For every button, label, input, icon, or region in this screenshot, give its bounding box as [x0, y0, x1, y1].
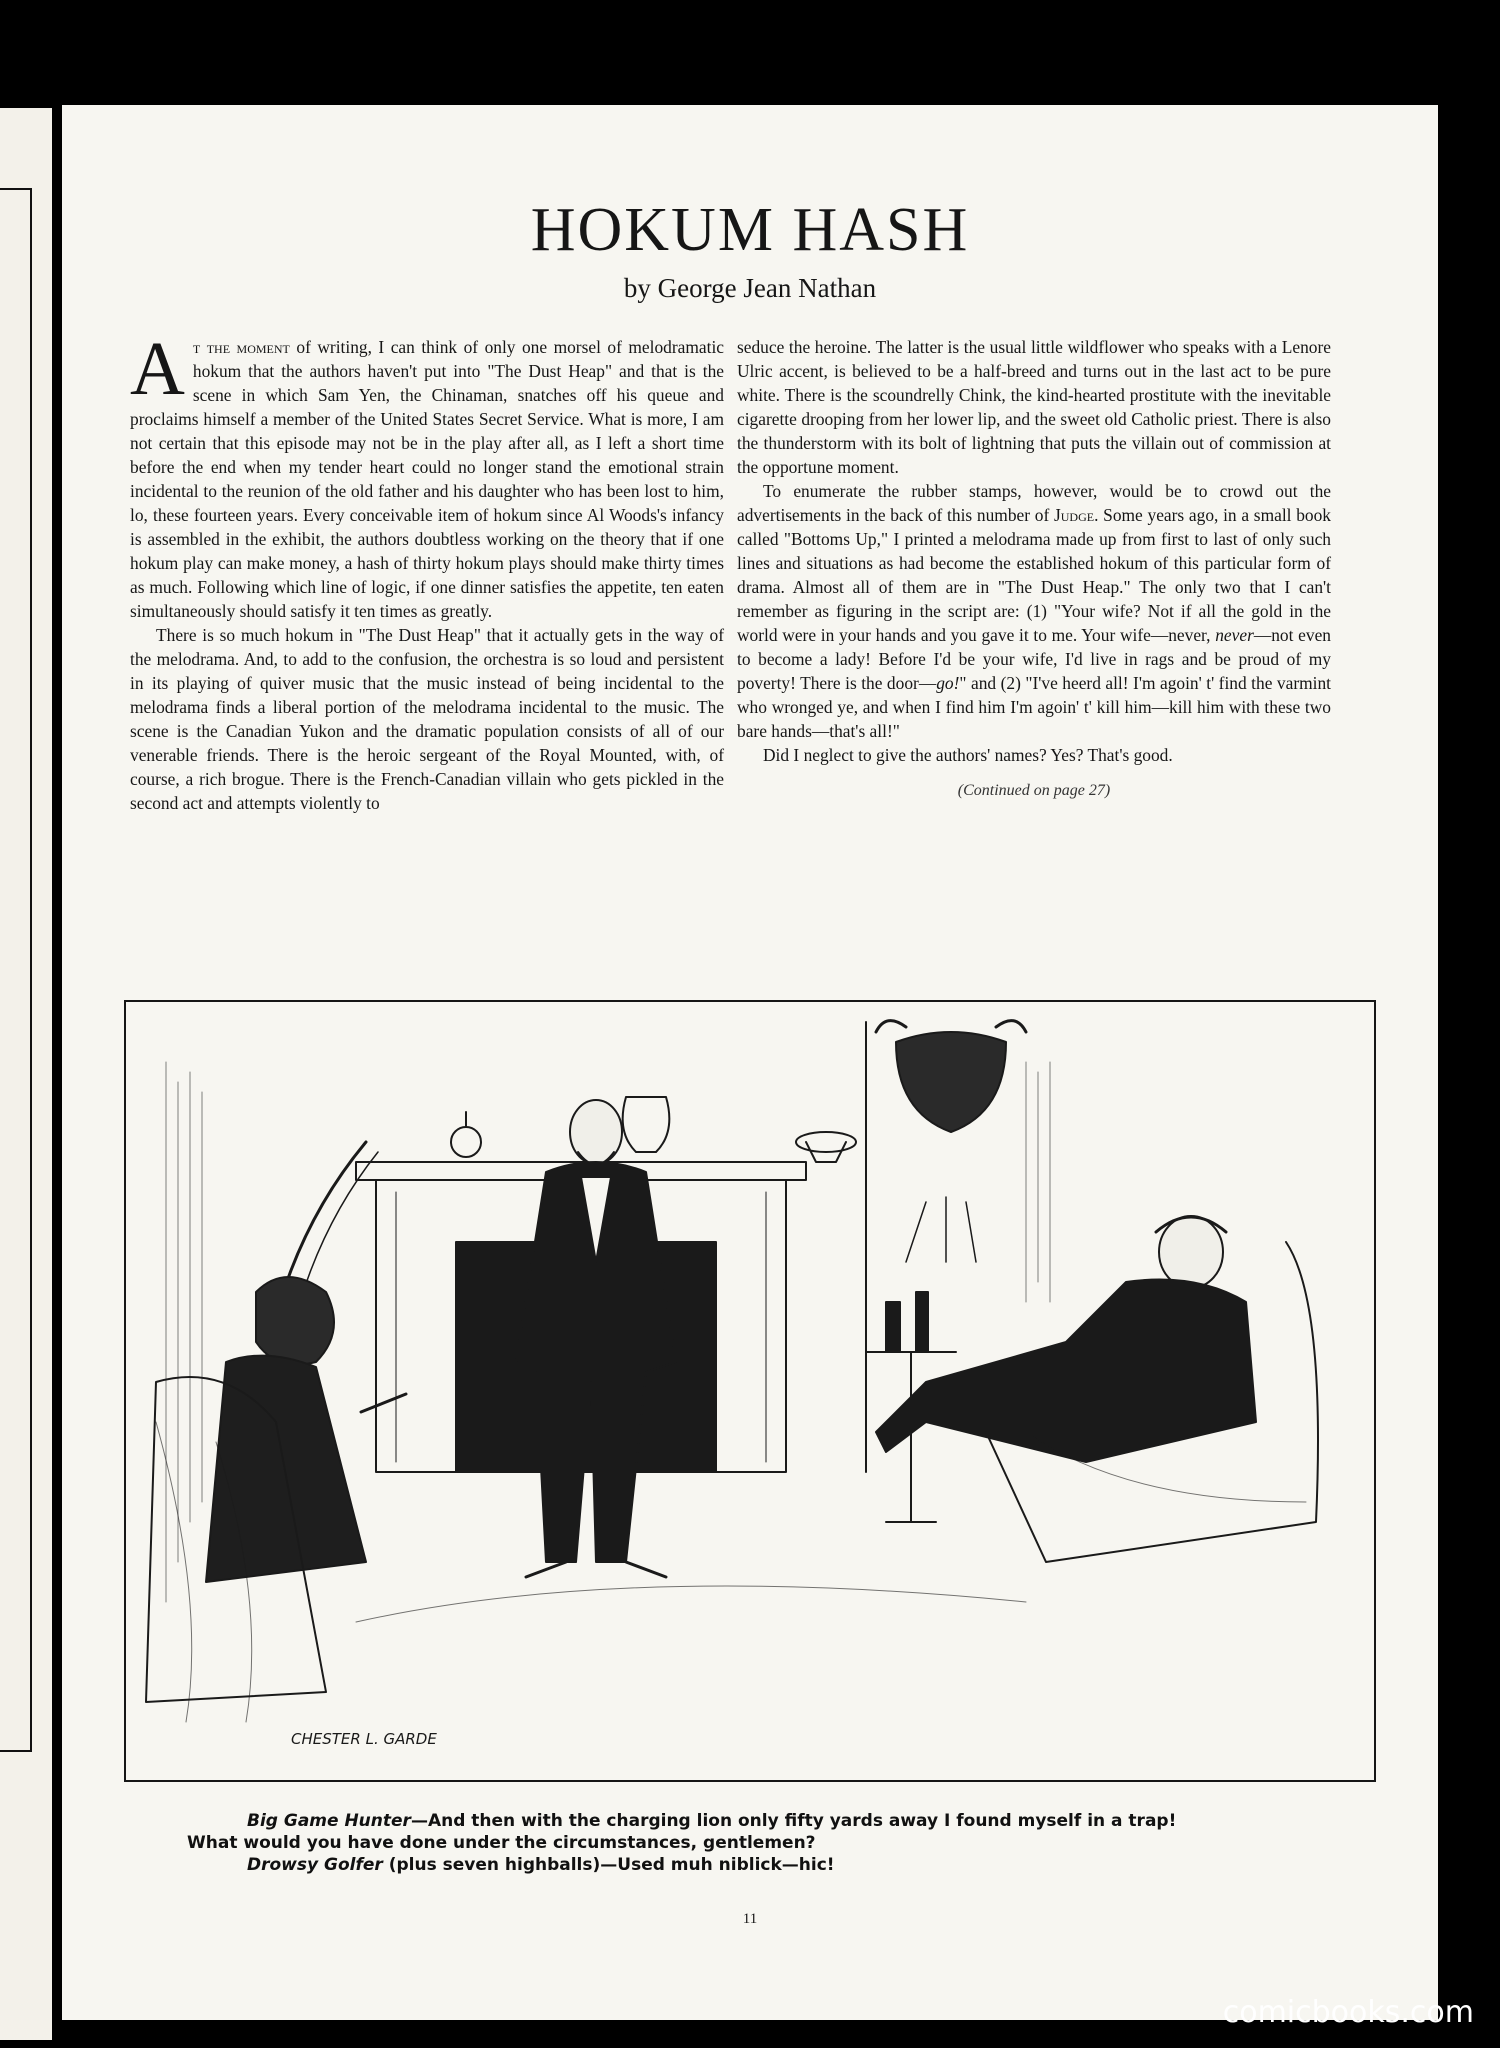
cartoon-illustration — [124, 1000, 1376, 1782]
floor-rug — [356, 1586, 1026, 1622]
paragraph-text: . Some years ago, in a small book called "Bottoms Up," I printed a melodrama made up from first to last of only such lines and situations as had become the established hokum of this particular form of drama. Almost all of them are in "The Dust Heap." The only two that I can't remember as figuring in the script are: (1) "Your wife? Not if all the gold in the world were in your hands and you gave it to me. Your wife—never, — [737, 505, 1331, 645]
standing-man-center — [516, 1100, 676, 1577]
page-number: 11 — [742, 1911, 758, 1927]
site-watermark: comicbooks.com — [1222, 1995, 1474, 2030]
article-column-right — [737, 335, 1331, 803]
magazine-name: Judge — [1053, 505, 1095, 525]
paragraph-text: —not even to become a lady! Before I'd be your wife, I'd live in rags and be proud of my poverty! There is the door— — [737, 625, 1331, 693]
mounted-trophy-head — [876, 1021, 1026, 1132]
paragraph-text: To enumerate the rubber stamps, however, would be to crowd out the advertisements in the back of this number of — [737, 481, 1331, 525]
caption-line — [187, 1810, 1347, 1832]
adjacent-page-border — [0, 188, 32, 1752]
emphasis-text: never — [1215, 625, 1254, 645]
emphasis-text: go! — [936, 673, 960, 693]
article-column-left — [130, 327, 724, 815]
reclining-man-right — [876, 1216, 1318, 1562]
caption-speaker: Drowsy Golfer — [247, 1855, 383, 1875]
mantel-vase — [623, 1097, 670, 1152]
article-title: HOKUM HASH — [530, 196, 970, 264]
paragraph-text: of writing, I can think of only one morsel of melodramatic hokum that the authors haven't put into "The Dust Heap" and that is the scene in which Sam Yen, the Chinaman, snatches off his queue and proclaims himself a member of the United States Secret Service. What is more, I am not certain that this episode may not be in the play after all, as I left a short time before the end when my tender heart could no longer stand the emotional strain incidental to the reunion of the old father and his daughter who has been lost to him, lo, these fourteen years. Every conceivable item of hokum since Al Woods's infancy is assembled in the exhibit, the authors doubtless working on the theory that if one hokum play can make money, a hash of thirty hokum plays should make thirty times as much. Following which line of logic, if one dinner satisfies the appetite, ten eaten simultaneously should satisfy it ten times as greatly. — [130, 337, 724, 621]
seated-man-left — [146, 1277, 406, 1722]
caption-text: (plus seven highballs)—Used muh niblick—hic! — [382, 1855, 835, 1875]
article-paragraph — [130, 327, 724, 623]
article-paragraph: seduce the heroine. The latter is the usual little wildflower who speaks with a Lenore Ulric accent, is believed to be a half-breed and turns out in the last act to be pure white. There is the scoundrelly Chink, the kind-hearted prostitute with the inevitable cigarette drooping from her lower lip, and the sweet old Catholic priest. There is also the thunderstorm with its bolt of lightning that puts the villain out of commission at the opportune moment. — [737, 337, 1331, 477]
caption-line — [187, 1854, 1347, 1876]
artist-signature: CHESTER L. GARDE — [291, 1730, 437, 1748]
article-paragraph: Did I neglect to give the authors' names? Yes? That's good. — [763, 745, 1173, 765]
arrow-display — [906, 1197, 976, 1262]
paragraph-text: " and (2) "I've heerd all! I'm agoin' t' find the varmint who wronged ye, and when I find him I'm agoin' t' kill him—kill him with these two bare hands—that's all!" — [737, 673, 1332, 741]
continued-note: (Continued on page 27) — [957, 782, 1111, 799]
caption-text: —And then with the charging lion only fifty yards away I found myself in a trap! — [410, 1811, 1177, 1831]
cigar — [361, 1394, 406, 1412]
adjacent-page-edge — [0, 108, 52, 2040]
cartoon-caption — [187, 1810, 1347, 1876]
caption-speaker: Big Game Hunter — [247, 1811, 411, 1831]
magazine-page — [62, 105, 1438, 2020]
article-paragraph: There is so much hokum in "The Dust Heap" that it actually gets in the way of the melodrama. And, to add to the confusion, the orchestra is so loud and persistent in its playing of quiver music that the music instead of being incidental to the melodrama finds a liberal portion of the melodrama incidental to the music. The scene is the Canadian Yukon and the dramatic population consists of all of our venerable friends. There is the heroic sergeant of the Royal Mounted, with, of course, a rich brogue. There is the French-Canadian villain who gets pickled in the second act and attempts violently to — [130, 625, 724, 813]
helmet-ornament — [451, 1127, 481, 1157]
drop-cap: A — [130, 327, 185, 411]
article-paragraph — [737, 479, 1331, 743]
cartoon-drawing — [126, 1002, 1374, 1780]
caption-line: What would you have done under the circumstances, gentlemen? — [187, 1833, 816, 1853]
article-byline: by George Jean Nathan — [623, 273, 877, 303]
lead-in-smallcaps: t the moment — [192, 337, 290, 357]
